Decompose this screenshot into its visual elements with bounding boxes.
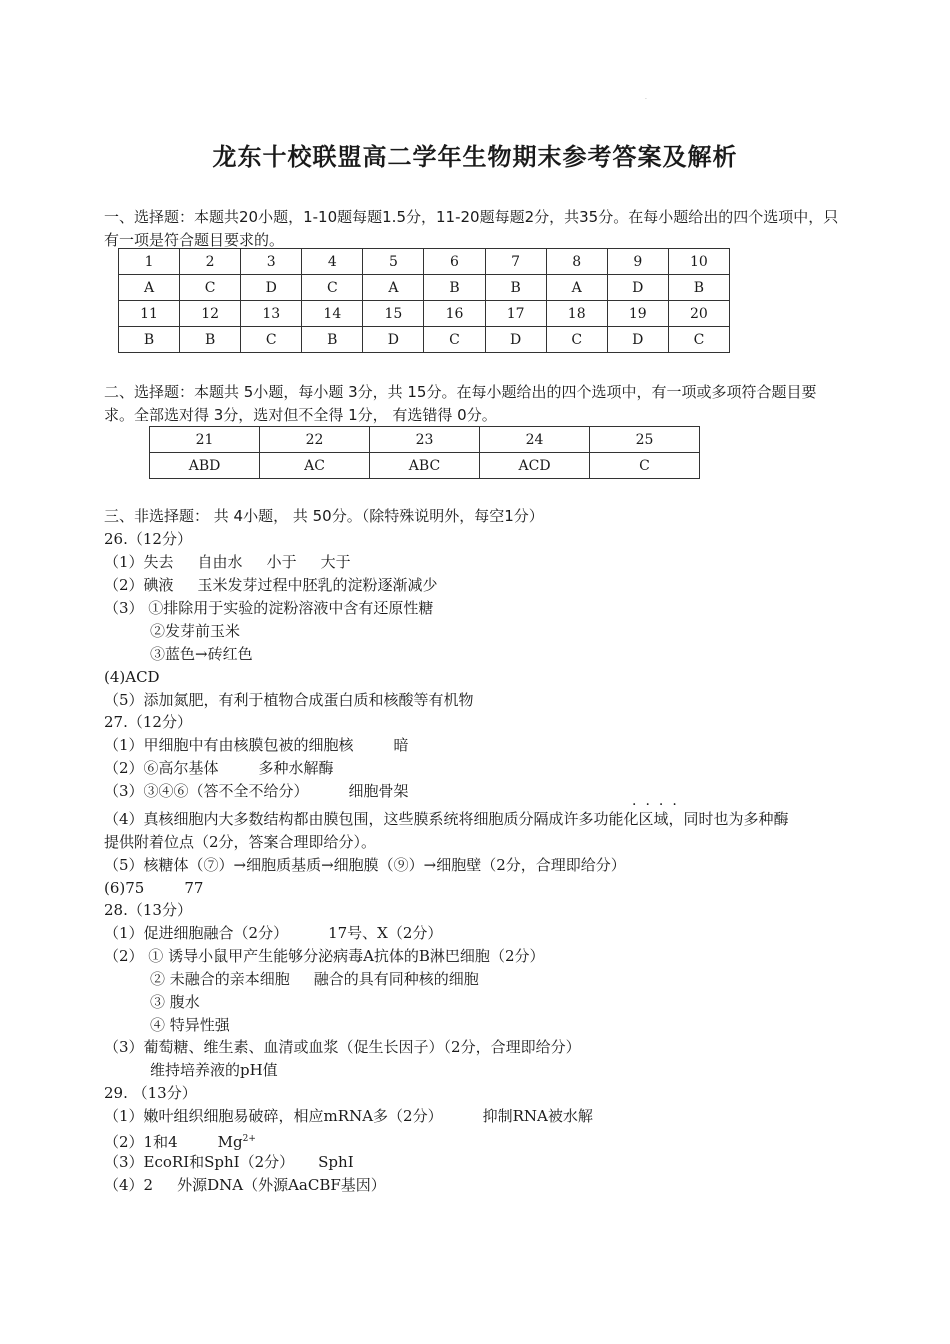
table-cell: C — [302, 275, 363, 301]
answer-text: 外源DNA（外源AaCBF基因） — [177, 1176, 386, 1194]
q26-line-3b: ②发芽前玉米 — [150, 622, 241, 640]
table-cell: B — [119, 327, 180, 353]
table-row — [119, 249, 730, 275]
answer-text: 玉米发芽过程中胚乳的淀粉逐渐减少 — [197, 576, 438, 594]
table-cell: 22 — [260, 427, 370, 453]
table-cell: B — [424, 275, 485, 301]
answer-text: （3）EcoRⅠ和SphⅠ（2分） — [104, 1153, 295, 1171]
q29-line-2 — [104, 1129, 256, 1152]
q28-heading: 28.（13分） — [104, 901, 192, 919]
section-2-heading: 二、选择题：本题共 5小题，每小题 3分，共 15分。在每小题给出的四个选项中，有一项或多项符合题目要求。全部选对得 3分，选对但不全得 1分， 有选错得 0分。 — [104, 383, 817, 424]
table-cell: D — [607, 275, 668, 301]
answer-text: （3）③④⑥（答不全不给分） — [104, 782, 309, 800]
q28-line-3: （3）葡萄糖、维生素、血清或血浆（促生长因子）（2分，合理即给分） — [104, 1038, 581, 1056]
table-cell: 3 — [241, 249, 302, 275]
q27-line-3 — [104, 781, 409, 801]
q29-line-1 — [104, 1106, 593, 1126]
table-row — [119, 275, 730, 301]
q27-heading: 27.（12分） — [104, 713, 192, 731]
q28-line-2b — [150, 969, 479, 989]
q28-line-2: （2） ① 诱导小鼠甲产生能够分泌病毒A抗体的B淋巴细胞（2分） — [104, 947, 545, 965]
table-cell: 9 — [607, 249, 668, 275]
table-cell: 6 — [424, 249, 485, 275]
answer-text: 抑制RNA被水解 — [482, 1107, 593, 1125]
answer-text: （1）促进细胞融合（2分） — [104, 924, 289, 942]
table-cell: A — [546, 275, 607, 301]
table-cell: 10 — [668, 249, 729, 275]
q28-line-3b: 维持培养液的pH值 — [150, 1061, 278, 1079]
q26-line-3: （3） ①排除用于实验的淀粉溶液中含有还原性糖 — [104, 599, 434, 617]
table-cell: 7 — [485, 249, 546, 275]
table-cell: C — [546, 327, 607, 353]
q28-line-1 — [104, 923, 442, 943]
scan-mark: · — [645, 96, 647, 103]
table-cell: C — [668, 327, 729, 353]
answer-text: （2）⑥高尔基体 — [104, 759, 219, 777]
q27-line-1 — [104, 735, 409, 755]
q26-heading: 26.（12分） — [104, 530, 192, 548]
table-cell: 12 — [180, 301, 241, 327]
answer-text: 细胞骨架 — [348, 782, 409, 800]
q26-line-2 — [104, 575, 438, 595]
q28-line-2c: ③ 腹水 — [150, 993, 200, 1011]
table-cell: 18 — [546, 301, 607, 327]
table-cell: B — [668, 275, 729, 301]
table-cell: 4 — [302, 249, 363, 275]
answer-text: 17号、X（2分） — [328, 924, 443, 942]
table-cell: 1 — [119, 249, 180, 275]
q29-heading: 29. （13分） — [104, 1084, 197, 1102]
table-cell: ABD — [150, 453, 260, 479]
answer-text: SphⅠ — [318, 1153, 354, 1171]
answer-text: 小于 — [266, 553, 297, 571]
q26-line-4: (4)ACD — [104, 668, 160, 686]
table-cell: D — [485, 327, 546, 353]
table-cell: D — [241, 275, 302, 301]
section-1-heading: 一、选择题：本题共20小题，1-10题每题1.5分，11-20题每题2分，共35分。在每小题给出的四个选项中，只有一项是符合题目要求的。 — [104, 208, 839, 249]
table-row — [150, 427, 700, 453]
answer-table-2 — [149, 426, 700, 479]
page-title: 龙东十校联盟高二学年生物期末参考答案及解析 — [212, 143, 738, 171]
answer-text: 自由水 — [197, 553, 243, 571]
table-cell: 25 — [590, 427, 700, 453]
table-cell: B — [485, 275, 546, 301]
section-3-heading: 三、非选择题： 共 4小题， 共 50分。（除特殊说明外，每空1分） — [104, 507, 544, 525]
answer-text: （2）1和4 — [104, 1133, 178, 1151]
table-cell: B — [180, 327, 241, 353]
table-cell: A — [363, 275, 424, 301]
q27-line-2 — [104, 758, 334, 778]
table-row — [119, 301, 730, 327]
table-cell: 24 — [480, 427, 590, 453]
answer-text: 大于 — [320, 553, 351, 571]
q28-line-2d: ④ 特异性强 — [150, 1016, 230, 1034]
answer-text: ② 未融合的亲本细胞 — [150, 970, 290, 988]
answer-text: 多种水解酶 — [258, 759, 334, 777]
answer-text: （1）嫩叶组织细胞易破碎，相应mRNA多（2分） — [104, 1107, 443, 1125]
q29-line-3 — [104, 1152, 354, 1172]
table-row — [119, 327, 730, 353]
table-cell: 15 — [363, 301, 424, 327]
table-cell: 17 — [485, 301, 546, 327]
table-cell: 20 — [668, 301, 729, 327]
table-cell: 23 — [369, 427, 479, 453]
answer-text: 暗 — [393, 736, 409, 754]
answer-text: (6)75 — [104, 879, 145, 897]
table-cell: AC — [260, 453, 370, 479]
answer-text: （1）甲细胞中有由核膜包被的细胞核 — [104, 736, 354, 754]
table-cell: 14 — [302, 301, 363, 327]
q26-line-3c: ③蓝色→砖红色 — [150, 645, 253, 663]
q29-line-4 — [104, 1175, 386, 1195]
table-cell: C — [424, 327, 485, 353]
q27-line-4b: 提供附着位点（2分，答案合理即给分）。 — [104, 833, 377, 851]
table-cell: A — [119, 275, 180, 301]
answer-text: 融合的具有同种核的细胞 — [313, 970, 479, 988]
answer-table-1 — [118, 248, 730, 353]
table-cell: D — [363, 327, 424, 353]
table-cell: 2 — [180, 249, 241, 275]
q27-line-4: （4）真核细胞内大多数结构都由膜包围，这些膜系统将细胞质分隔成许多功能化区域，同时也为多种酶 — [104, 810, 789, 828]
table-cell: ACD — [480, 453, 590, 479]
table-cell: C — [241, 327, 302, 353]
q27-line-5: （5）核糖体（⑦）→细胞质基质→细胞膜（⑨）→细胞壁（2分，合理即给分） — [104, 856, 626, 874]
q27-line-6 — [104, 878, 203, 898]
answer-text: （2）碘液 — [104, 576, 174, 594]
table-cell: 5 — [363, 249, 424, 275]
table-cell: 13 — [241, 301, 302, 327]
table-cell: 11 — [119, 301, 180, 327]
table-cell: B — [302, 327, 363, 353]
table-row — [150, 453, 700, 479]
answer-text: 77 — [184, 879, 204, 897]
emphasis-dots: ···· — [632, 797, 686, 813]
answer-text: （1）失去 — [104, 553, 174, 571]
q26-line-1 — [104, 552, 351, 572]
table-cell: 8 — [546, 249, 607, 275]
table-cell: C — [590, 453, 700, 479]
superscript: 2+ — [242, 1134, 256, 1144]
table-cell: C — [180, 275, 241, 301]
table-cell: ABC — [369, 453, 479, 479]
table-cell: 16 — [424, 301, 485, 327]
answer-text: （4）2 — [104, 1176, 154, 1194]
q26-line-5: （5）添加氮肥，有利于植物合成蛋白质和核酸等有机物 — [104, 691, 474, 709]
table-cell: 21 — [150, 427, 260, 453]
table-cell: D — [607, 327, 668, 353]
answer-text: Mg — [217, 1133, 243, 1151]
table-cell: 19 — [607, 301, 668, 327]
